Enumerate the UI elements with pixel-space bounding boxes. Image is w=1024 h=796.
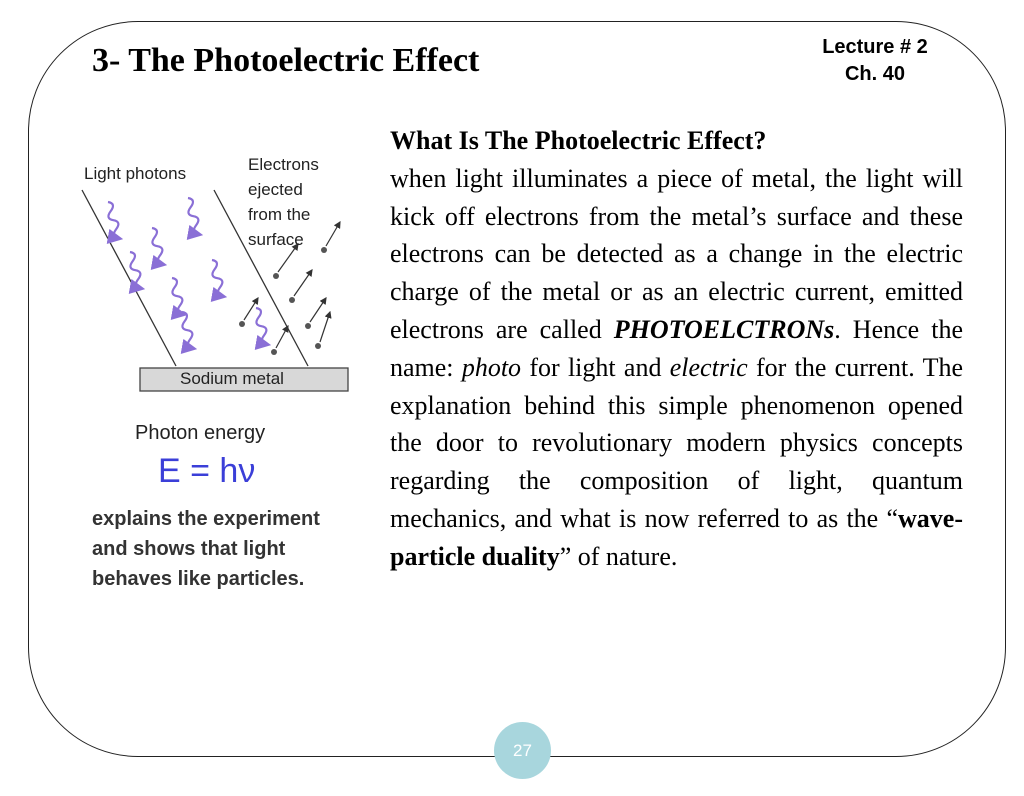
paragraph-text: for light and	[521, 352, 670, 382]
electric-term: electric	[669, 352, 748, 382]
chapter-number: Ch. 40	[844, 63, 906, 85]
electrons-label-line: from the	[248, 205, 311, 224]
photoelectric-diagram	[70, 140, 370, 610]
duality-term: wave-particle duality	[390, 503, 963, 571]
section-question: What Is The Photoelectric Effect?	[390, 126, 767, 155]
paragraph-text: when light illuminates a piece of metal, the light will kick off electrons from the metal’s surface and these electrons can be detected as a change in the electric charge of the metal or as an electric current, emitted electrons are called	[390, 163, 963, 344]
electrons-label-line: Electrons	[248, 155, 319, 174]
beam-left-edge	[82, 190, 176, 366]
body-text	[390, 122, 963, 576]
lecture-label	[800, 34, 950, 88]
sodium-metal-label: Sodium metal	[180, 369, 284, 388]
photon-energy-label: Photon energy	[135, 422, 266, 444]
light-photons-label: Light photons	[84, 164, 187, 183]
photoelectrons-term: PHOTOELCTRONs	[613, 314, 835, 344]
caption-line: explains the experiment	[92, 508, 320, 530]
paragraph-text: . Hence the name:	[390, 314, 963, 382]
slide-title: 3- The Photoelectric Effect	[92, 42, 480, 79]
diagram-caption	[92, 504, 320, 594]
paragraph-text: for the current. The explanation behind this simple phenomenon opened the door to revolutionary modern physics concepts regarding the composition of light, quantum mechanics, and what is now referred to as the “	[390, 352, 964, 533]
caption-line: behaves like particles.	[92, 568, 305, 590]
photo-term: photo	[461, 352, 522, 382]
caption-line: and shows that light	[92, 538, 286, 560]
paragraph-text: ” of nature.	[559, 541, 678, 571]
lecture-number: Lecture # 2	[822, 36, 928, 58]
electrons-label-line: ejected	[248, 180, 303, 199]
page-number-badge: 27	[494, 722, 551, 779]
energy-equation: E = hν	[158, 452, 256, 490]
body-paragraph	[390, 160, 963, 576]
electrons-label-line: surface	[248, 230, 304, 249]
electrons-ejected-label	[248, 152, 319, 252]
